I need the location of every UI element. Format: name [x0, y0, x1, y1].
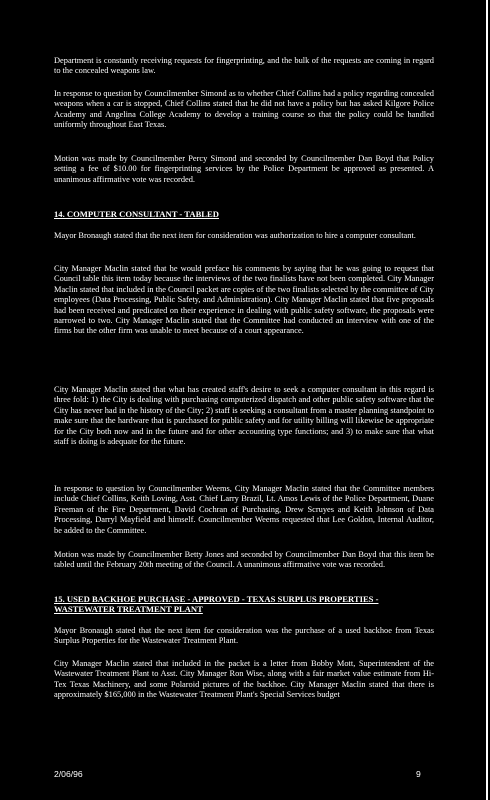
paragraph-backhoe-intro: Mayor Bronaugh stated that the next item for consideration was the purchase of a used backhoe from Texas Surplus Properties for the Wastewater Treatment Plant. [54, 626, 434, 646]
section-heading-15: 15. USED BACKHOE PURCHASE - APPROVED - TEXAS SURPLUS PROPERTIES - WASTEWATER TREATMENT PLANT [54, 594, 379, 615]
paragraph-computer-consultant-intro: Mayor Bronaugh stated that the next item for consideration was authorization to hire a computer consultant. [54, 231, 416, 240]
paragraph-table-motion: Motion was made by Councilmember Betty Jones and seconded by Councilmember Dan Boyd that this item be tabled until the February 20th meeting of the Council. A unanimous affirmative vote was recorded. [54, 550, 434, 570]
paragraph-fingerprint-fee-motion: Motion was made by Councilmember Percy Simond and seconded by Councilmember Dan Boyd that Policy setting a fee of $10.00 for fingerprinting services by the Police Department be approved as presented. A unanimous affirmative vote was recorded. [54, 154, 434, 184]
section-heading-14: 14. COMPUTER CONSULTANT - TABLED [54, 209, 219, 219]
paragraph-backhoe-details: City Manager Maclin stated that included in the packet is a letter from Bobby Mott, Superintendent of the Wastewater Treatment Plant to Asst. City Manager Ron Wise, along with a fair market value estimate from Hi-Tex Texas Machinery, and some Polaroid pictures of the backhoe. City Manager Maclin stated that there is approximately $165,000 in the Wastewater Treatment Plant's Special Services budget [54, 659, 434, 700]
scan-edge-line [486, 0, 488, 800]
paragraph-committee-members: In response to question by Councilmember Weems, City Manager Maclin stated that the Committee members include Chief Collins, Keith Loving, Asst. Chief Larry Brazil, Lt. Amos Lewis of the Police Department, Duane Freeman of the Fire Department, David Cochran of Purchasing, Drew Scruyes and Keith Johnson of Data Processing, Darryl Mayfield and himself. Councilmember Weems requested that Lee Goldon, Internal Auditor, be added to the Committee. [54, 484, 434, 535]
footer-page-number: 9 [416, 769, 421, 779]
paragraph-fingerprinting-requests: Department is constantly receiving requests for fingerprinting, and the bulk of the requests are coming in regard to the concealed weapons law. [54, 56, 434, 76]
paragraph-consultant-reasons: City Manager Maclin stated that what has created staff's desire to seek a computer consultant in this regard is three fold: 1) the City is dealing with purchasing computerized dispatch and other public safety software that the City has never had in the history of the City; 2) staff is seeking a consultant from a master planning standpoint to make sure that the hardware that is purchased for public safety and for utility billing will likewise be appropriate for the City both now and in the future and for other accounting type functions; and 3) to make sure that what staff is doing is adequate for the future. [54, 385, 434, 447]
paragraph-finalists-interviews: City Manager Maclin stated that he would preface his comments by saying that he was going to request that Council table this item today because the interviews of the two finalists have not been completed. City Manager Maclin stated that included in the Council packet are copies of the two finalists selected by the committee of City employees (Data Processing, Public Safety, and Administration). City Manager Maclin stated that five proposals had been received and predicated on their experience in dealing with public safety software, the proposals were narrowed to two. City Manager Maclin stated that the Committee had conducted an interview with one of the firms but the other firm was unable to meet because of a court appearance. [54, 264, 434, 336]
footer-date: 2/06/96 [54, 769, 83, 779]
paragraph-concealed-weapons-policy: In response to question by Councilmember Simond as to whether Chief Collins had a policy regarding concealed weapons when a car is stopped, Chief Collins stated that he did not have a policy but has asked Kilgore Police Academy and Angelina College Academy to develop a training course so that the policy could be handled uniformly throughout East Texas. [54, 89, 434, 130]
